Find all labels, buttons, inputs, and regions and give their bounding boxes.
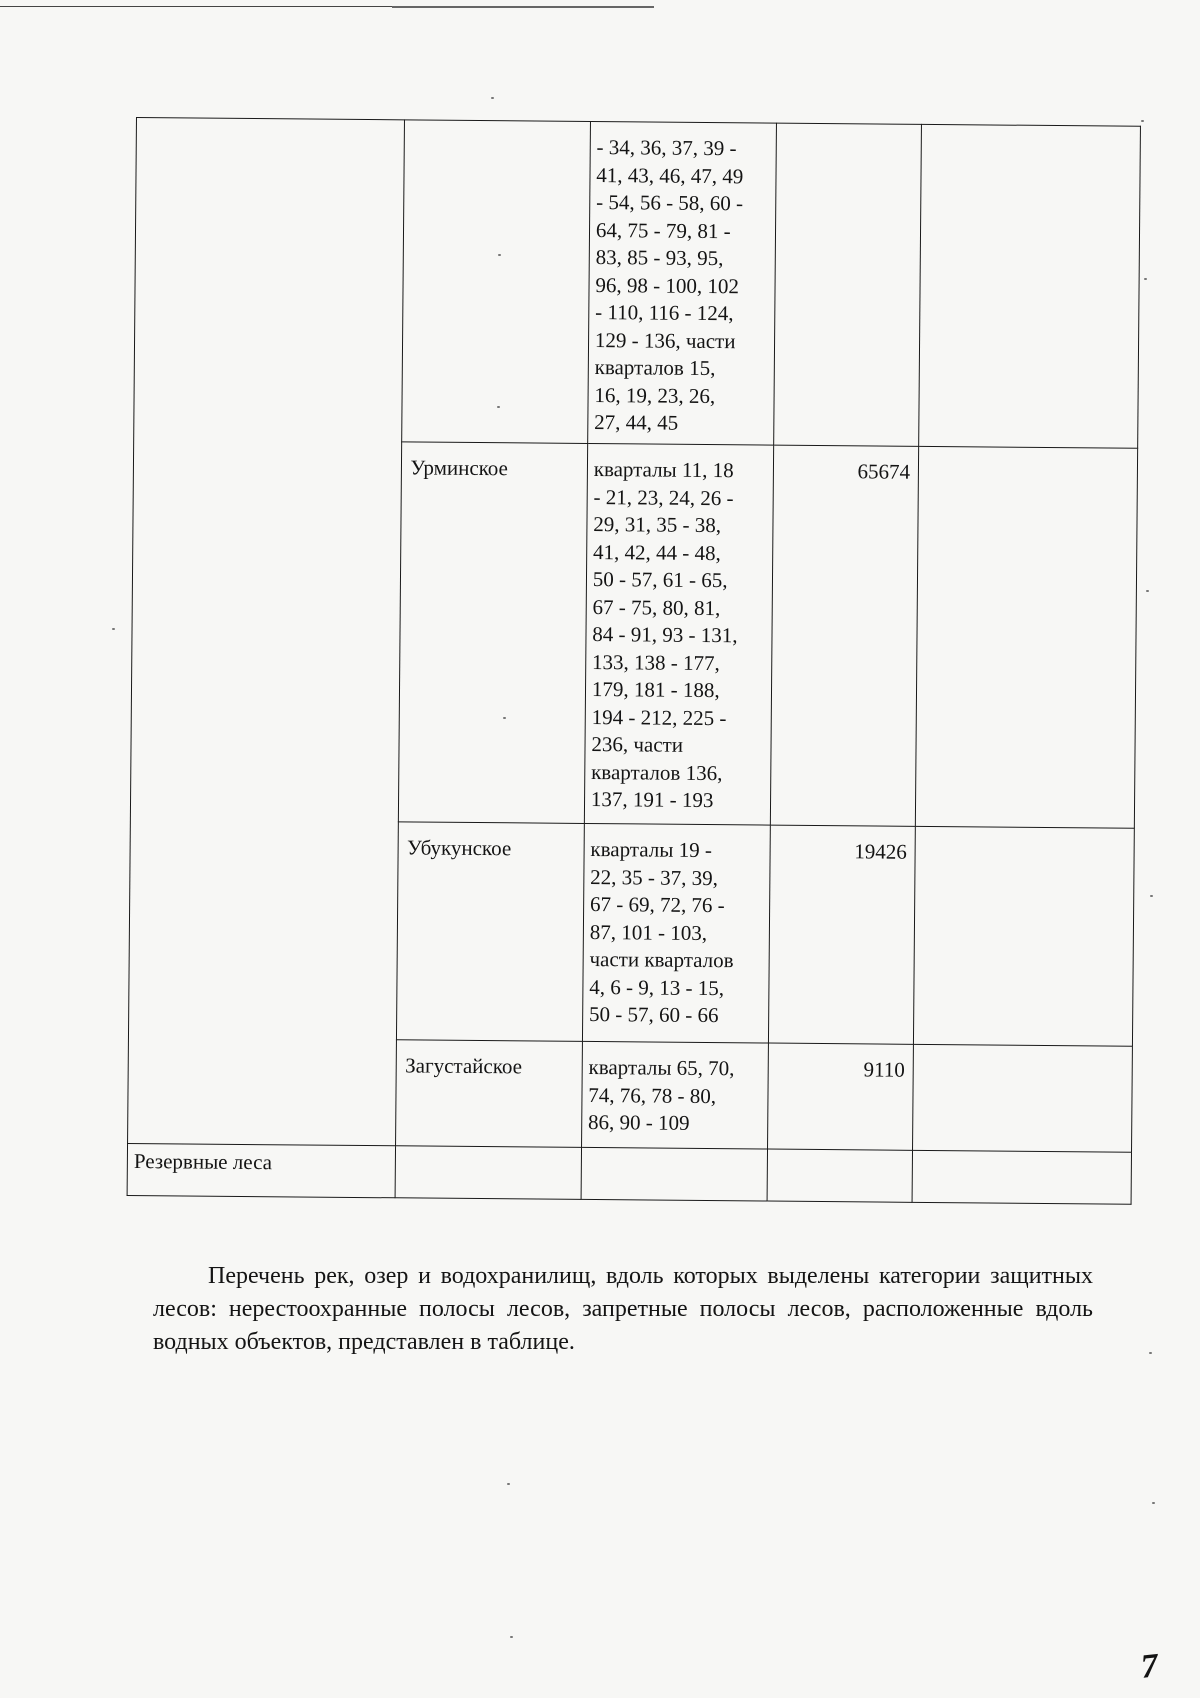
scan-speck xyxy=(503,717,506,719)
area-cell: 9110 xyxy=(768,1043,914,1150)
scan-speck xyxy=(491,97,494,99)
table-row xyxy=(134,118,1141,449)
scan-speck xyxy=(1149,1352,1152,1354)
area-cell: 19426 xyxy=(769,825,916,1044)
area-cell xyxy=(774,123,922,446)
note-cell xyxy=(913,1044,1133,1152)
scan-speck xyxy=(507,1483,510,1485)
scan-speck xyxy=(1150,895,1153,897)
top-edge-line xyxy=(0,6,395,7)
quarters-cell: кварталы 65, 70, 74, 76, 78 - 80, 86, 90 - 109 xyxy=(581,1041,768,1149)
forest-quarters-table xyxy=(127,117,1141,1205)
table-row xyxy=(127,1143,1131,1204)
area-cell xyxy=(767,1149,912,1202)
forestry-cell: Загустайское xyxy=(396,1040,582,1148)
note-cell xyxy=(919,124,1141,448)
scan-speck xyxy=(510,1636,513,1638)
area-cell: 65674 xyxy=(771,445,919,826)
note-cell xyxy=(912,1150,1131,1204)
quarters-cell: кварталы 19 - 22, 35 - 37, 39, 67 - 69, 72, 76 - 87, 101 - 103, части кварталов 4, 6 - 9, 13 - 15, 50 - 57, 60 - 66 xyxy=(582,823,770,1043)
scan-speck xyxy=(112,628,115,630)
quarters-cell xyxy=(581,1147,768,1201)
note-cell xyxy=(915,446,1137,828)
note-cell xyxy=(914,826,1135,1046)
body-paragraph: Перечень рек, озер и водохранилищ, вдоль которых выделены категории защитных лесов: нерестоохранные полосы лесов, запретные полосы лесов, расположенные вдоль водных объектов, представлен в таблице. xyxy=(153,1263,1093,1355)
scan-speck xyxy=(1152,1502,1155,1504)
scan-speck xyxy=(1144,278,1147,280)
quarters-cell: - 34, 36, 37, 39 - 41, 43, 46, 47, 49 - 54, 56 - 58, 60 - 64, 75 - 79, 81 - 83, 85 - 93, 95, 96, 98 - 100, 102 - 110, 116 - 124, 129 - 136, части кварталов 15, 16, 19, 23, 26, 27, 44, 45 xyxy=(588,121,777,445)
scan-speck xyxy=(1141,120,1144,122)
forestry-cell: Урминское xyxy=(399,442,588,824)
page-number: 7 xyxy=(1139,1647,1160,1686)
top-edge-line-2 xyxy=(392,6,654,8)
forestry-cell: Убукунское xyxy=(397,822,584,1042)
category-cell xyxy=(128,118,405,1146)
forestry-cell xyxy=(396,1146,582,1200)
forestry-cell xyxy=(402,120,590,444)
category-cell: Резервные леса xyxy=(127,1143,396,1197)
scan-speck xyxy=(497,406,500,408)
scan-speck xyxy=(498,254,501,256)
scan-speck xyxy=(1146,590,1149,592)
quarters-cell: кварталы 11, 18 - 21, 23, 24, 26 - 29, 31, 35 - 38, 41, 42, 44 - 48, 50 - 57, 61 - 65, 67 - 75, 80, 81, 84 - 91, 93 - 131, 133, 138 - 177, 179, 181 - 188, 194 - 212, 225 - 236, части кварталов 136, 137, 191 - 193 xyxy=(584,443,774,825)
